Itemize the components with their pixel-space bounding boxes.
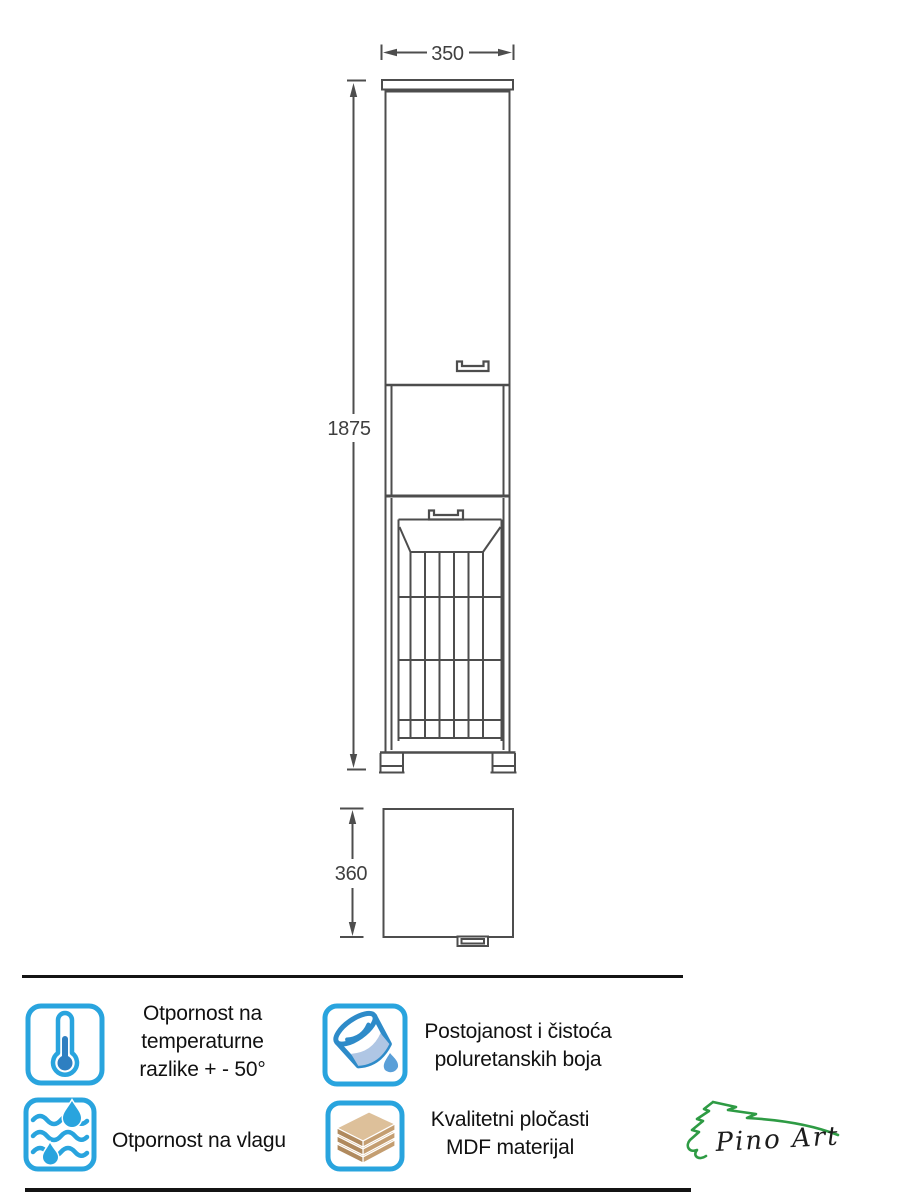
dim-label-depth: 360: [334, 863, 368, 885]
feature-paint-text: Postojanost i čistoća poluretanskih boja: [424, 1020, 612, 1071]
arrow-up-icon: [349, 810, 356, 824]
dim-label-width: 350: [431, 43, 464, 65]
thermometer-icon: [25, 1003, 105, 1086]
upper-door-handle: [457, 362, 489, 372]
water-waves-icon: [23, 1097, 97, 1172]
paint-bucket-icon: [322, 1003, 408, 1087]
cabinet-top-board: [382, 80, 513, 90]
cabinet-feet: [379, 753, 517, 773]
open-shelf-niche: [386, 386, 510, 496]
feature-mdf-text: Kvalitetni pločasti MDF materijal: [430, 1108, 590, 1159]
feature-temperature-text: Otpornost na temperaturne razlike + - 50°: [139, 1002, 266, 1081]
cabinet-top-view: [384, 809, 514, 946]
mdf-boards-icon: [325, 1100, 405, 1172]
lower-door-handle: [429, 511, 463, 520]
arrow-left-icon: [383, 49, 397, 56]
arrow-right-icon: [498, 49, 512, 56]
dim-label-height: 1875: [327, 418, 371, 440]
brand-logo-text: Pino Art: [714, 1121, 841, 1158]
bottom-divider: [25, 1188, 691, 1192]
laundry-basket: [399, 520, 502, 742]
top-divider: [22, 975, 683, 978]
arrow-down-icon: [349, 922, 356, 936]
arrow-up-icon: [350, 83, 357, 97]
brand-logo: [680, 1090, 890, 1170]
cabinet-front-view: [379, 80, 517, 773]
arrow-down-icon: [350, 754, 357, 768]
feature-moisture-text: Otpornost na vlagu: [112, 1129, 286, 1152]
